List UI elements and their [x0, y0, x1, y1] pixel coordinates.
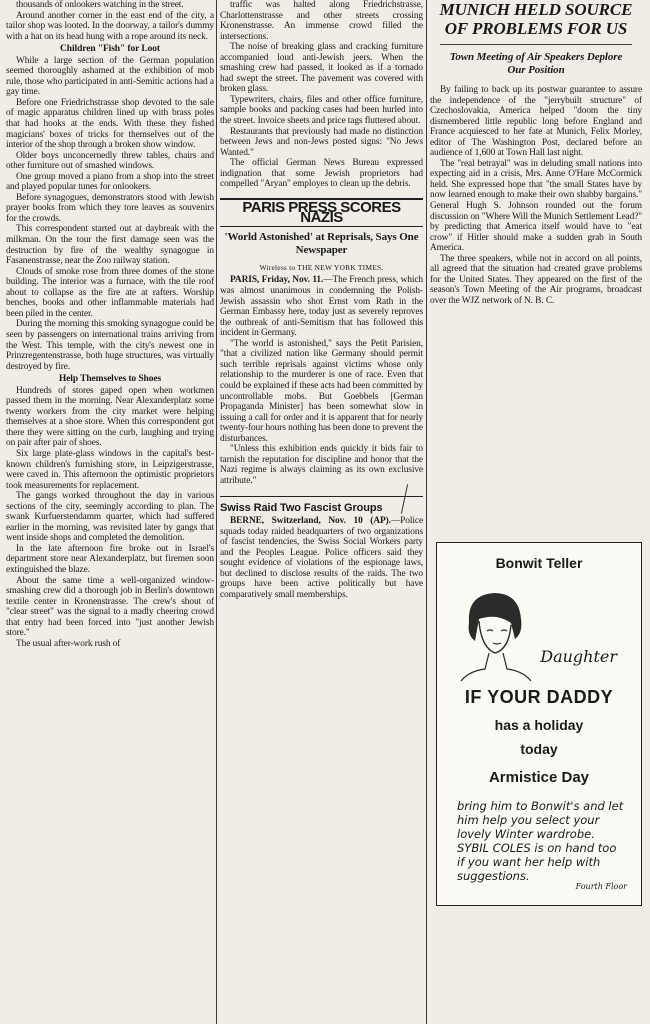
ad-line-1: IF YOUR DADDY — [464, 687, 614, 707]
paragraph: About the same time a well-organized window-smashing crew did a thorough job in Berlin's downtown textile center in Kronenstrasse. The crew's shout of "clear street" was the signal to a madly cheering crowd that entry had been forced into "just another Jewish store." — [6, 575, 214, 639]
column-3-paragraphs — [430, 85, 642, 306]
subhead-help-themselves: Help Themselves to Shoes — [58, 374, 162, 385]
paragraph: Restaurants that previously had made no distinction between Jews and non-Jews posted signs: "No Jews Wanted." — [220, 126, 423, 158]
paris-paragraph: "Unless this exhibition ends quickly it bids fair to tarnish the reputation for discipline and honor that the Nazi regime is always claiming as its own exclusive attribute." — [220, 444, 423, 486]
swiss-dateline: BERNE, Switzerland, Nov. 10 (AP). — [230, 515, 391, 526]
swiss-lead — [220, 516, 423, 600]
paris-paragraph: "The world is astonished," says the Petit Parisien, "that a civilized nation like Germany should permit such terrible reprisals against victims whose only relationship to the murderer is one of race. Even that could be explained if these acts had been committed by uncontrollable mobs. But Goebbels [German Propaganda Minister] has been somewhat slow in issuing a call for order and it is apparent that for nearly twenty-four hours nothing has been done to prevent the disturbances. — [220, 338, 423, 444]
paragraph: Older boys unconcernedly threw tables, chairs and other furniture out of smashed windows. — [6, 150, 214, 172]
paragraph: While a large section of the German population seemed thoroughly ashamed at the exhibition of mob rule, those who participated in anti-Semitic actions had a gay time. — [6, 55, 214, 98]
munich-deck: Town Meeting of Air Speakers Deplore Our Position — [440, 44, 632, 77]
paris-credit: Wireless to THE NEW YORK TIMES. — [259, 262, 384, 272]
ad-script-daughter: Daughter — [540, 647, 617, 666]
bonwit-teller-advertisement — [436, 542, 642, 906]
subhead-children-fish: Children "Fish" for Loot — [60, 44, 160, 55]
paragraph: By failing to back up its postwar guarantee to assure the independence of the "jerrybuilt structure" of Czechoslovakia, America helped "doom the tiny dismembered little republic long before England and France acquiesced to her fate at Munich, Felix Morley, editor of The Washington Post, declared before an audience of 1,600 at Town Hall last night. — [430, 85, 642, 159]
column-2-paragraphs-a — [220, 0, 423, 190]
paragraph: Hundreds of stores gaped open when workmen passed them in the morning. Near Alexanderplatz some twenty workers from the city market were helping themselves at a shoe store. When this correspondent got there they were sitting on the curb, laughing and trying on pair after pair of shoes. — [6, 385, 214, 449]
column-1-paragraphs-a — [6, 0, 214, 42]
paragraph: In the late afternoon fire broke out in Israel's department store near Alexanderplatz, but firemen soon extinguished the blaze. — [6, 543, 214, 575]
paragraph: Before synagogues, demonstrators stood with Jewish prayer books from which they tore leaves as souvenirs for the crowds. — [6, 192, 214, 224]
paris-headline: PARIS PRESS SCORES NAZIS — [220, 198, 423, 227]
munich-headline: MUNICH HELD SOURCE OF PROBLEMS FOR US — [439, 0, 633, 38]
ad-line-3: today — [520, 741, 558, 757]
paragraph: One group moved a piano from a shop into the street and played popular tunes for onlookers. — [6, 171, 214, 193]
ad-brand: Bonwit Teller — [495, 555, 583, 571]
paragraph: The gangs worked throughout the day in various sections of the city, seemingly according to plan. The swank Kurfuerstendamm quarter, which had suffered earlier in the morning, was revisited later by gangs that went inside shops and completed the demolition. — [6, 491, 214, 544]
paris-dateline: PARIS, Friday, Nov. 11. — [230, 275, 324, 286]
paragraph: Clouds of smoke rose from three domes of the stone building. The interior was a furnace, with the tile roof about to collapse as the fire ate at rafters. Worship benches, books and other inflammable materials had been piled in the center. — [6, 266, 214, 319]
ad-floor: Fourth Floor — [575, 882, 627, 891]
paragraph: Around another corner in the east end of the city, a tailor shop was looted. In the doorway, a tailor's dummy with a hat on its head hung with a rope around its neck. — [6, 10, 214, 42]
ad-body: bring him to Bonwit's and let him help you select your lovely Winter wardrobe. SYBIL COLES is on hand too if you want her help with suggestions. — [457, 799, 624, 883]
swiss-lead-text: —Police squads today raided headquarters of two organizations of fascist tendencies, the Swiss Social Workers party and the Peoples League. Police officers said they sought evidence of violations of the espionage laws, but declined to disclose results of the raids. The two groups have been active politically but have comparatively small memberships. — [220, 515, 423, 600]
paragraph: During the morning this smoking synagogue could be seen by passengers on international trains arriving from the West. This temple, with the city's newest one in Prinzregentenstrasse, both huge structures, was virtually destroyed by fire. — [6, 319, 214, 372]
ad-line-2: has a holiday — [494, 717, 584, 733]
column-1 — [6, 0, 214, 1024]
column-3 — [430, 0, 642, 534]
paris-deck: 'World Astonished' at Reprisals, Says One Newspaper — [224, 230, 419, 256]
paragraph: traffic was halted along Friedrichstrasse, Charlottenstrasse and other streets crossing Kronenstrasse. An immense crowd filled the intersections. — [220, 0, 423, 42]
girl-portrait-illustration — [449, 583, 539, 683]
ad-line-4: Armistice Day — [488, 769, 590, 786]
paragraph: Before one Friedrichstrasse shop devoted to the sale of magic apparatus children lined up with brass poles that had hooks at the ends. With these they fished magicians' boxes of tricks for themselves out of the interior of the shop through a broken show window. — [6, 97, 214, 151]
paris-lead-text: —The French press, which was almost unanimous in condemning the Polish-Jewish assassin who shot Ernst vom Rath in the German Embassy here, today just as severely reproves the outbreak of anti-Semitism that has followed this incident in Germany. — [220, 275, 423, 339]
paragraph: The official German News Bureau expressed indignation that some Jewish proprietors had compelled "Aryan" employes to clean up the debris. — [220, 158, 423, 190]
swiss-headline: Swiss Raid Two Fascist Groups — [220, 496, 423, 514]
paragraph: This correspondent started out at daybreak with the milkman. On the tour the first damage seen was the destruction by fire of the wealthy synagogue in Fasanenstrasse, near the Zoo railway station. — [6, 224, 214, 267]
column-1-paragraphs-b — [6, 56, 214, 372]
paris-lead — [220, 275, 423, 338]
paragraph: Six large plate-glass windows in the capital's best-known children's furnishing store, in Leipzigerstrasse, were caved in. This afternoon the optimistic proprietors took measurements for replacement. — [6, 448, 214, 491]
column-2 — [220, 0, 423, 1024]
paragraph: Typewriters, chairs, files and other office furniture, sample books and packing cases had been hurled into the street. Invoice sheets and price tags fluttered about. — [220, 94, 423, 127]
paragraph: The three speakers, while not in accord on all points, all agreed that the situation had created grave problems for the United States. They appeared on the first of the season's Town Meeting of the Air programs, broadcast over the WJZ network of N. B. C. — [430, 253, 642, 306]
paragraph: The usual after-work rush of — [16, 638, 121, 649]
column-1-paragraphs-c — [6, 386, 214, 650]
paragraph: thousands of onlookers watching in the street. — [16, 0, 184, 10]
column-rule-2 — [426, 0, 427, 1024]
paragraph: The "real betrayal" was in deluding small nations into expecting aid in a crisis, Mrs. Anne O'Hare McCormick held. She expressed hope that "the small States have by now learned enough to make their own shabby bargains." General Hugh S. Johnson rounded out the forum discussion on "Where Will the Munich Settlement Lead?" by predicting that America itself would have to "eat crow" if Hitler should make a sudden grab in South America. — [430, 158, 642, 254]
paragraph: The noise of breaking glass and cracking furniture accompanied loud anti-Jewish jeers. When the smashing crew had passed, it looked as if a tornado had swept the street. The pavement was covered with broken glass. — [220, 42, 423, 95]
column-rule-1 — [216, 0, 217, 1024]
